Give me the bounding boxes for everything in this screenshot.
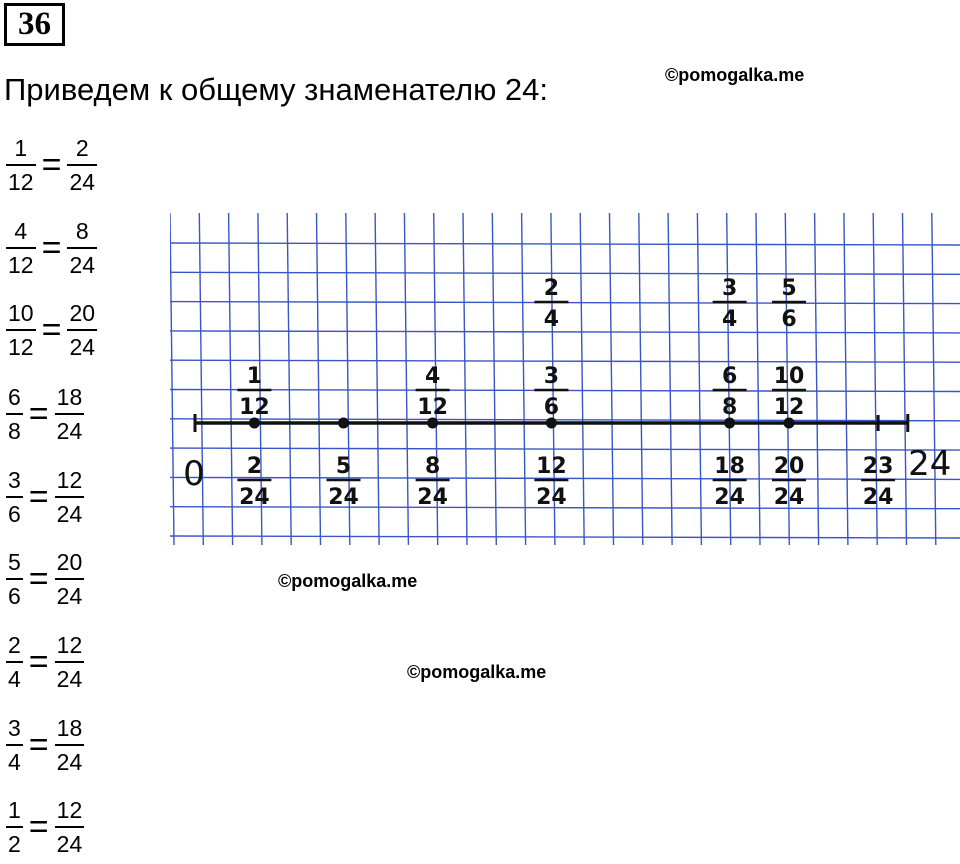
above-fraction-denominator: 4 — [543, 307, 560, 332]
grid-line — [756, 213, 760, 545]
equation-row — [6, 542, 84, 616]
below-fraction-numerator: 23 — [862, 454, 894, 479]
left-fraction — [6, 549, 23, 609]
denominator: 24 — [56, 666, 83, 692]
numerator: 3 — [8, 467, 21, 493]
numerator: 1 — [8, 797, 21, 823]
equals-sign: = — [28, 643, 49, 681]
equation-row — [6, 293, 97, 367]
grid-line — [932, 213, 936, 545]
below-fraction-numerator: 18 — [714, 454, 745, 479]
denominator: 12 — [8, 334, 34, 360]
grid-line — [639, 213, 643, 545]
denominator: 24 — [69, 252, 96, 278]
grid-line — [697, 213, 701, 545]
equals-sign: = — [28, 395, 49, 433]
grid-line — [463, 213, 467, 545]
left-fraction — [6, 715, 23, 775]
watermark: ©pomogalka.me — [278, 571, 418, 591]
above-fraction-numerator: 10 — [773, 364, 805, 389]
grid-line — [580, 213, 584, 545]
numerator: 5 — [8, 549, 21, 575]
zero-label: 0 — [183, 454, 205, 494]
below-fraction-denominator: 24 — [773, 485, 805, 510]
below-fraction-denominator: 24 — [239, 485, 270, 510]
grid-line — [170, 536, 960, 538]
grid-line — [170, 213, 174, 545]
point-dot — [338, 418, 349, 429]
above-fraction-denominator: 6 — [543, 395, 560, 420]
grid-line — [229, 213, 233, 545]
above-fraction-denominator: 12 — [773, 395, 805, 420]
above-fraction-denominator: 12 — [417, 395, 448, 420]
numerator: 4 — [14, 218, 28, 244]
denominator: 12 — [8, 169, 34, 195]
denominator: 6 — [8, 583, 21, 609]
grid-line — [375, 213, 379, 545]
above-fraction-numerator: 3 — [543, 364, 560, 389]
equals-sign: = — [28, 560, 49, 598]
grid-line — [844, 213, 848, 545]
above-fraction-denominator: 8 — [721, 395, 738, 420]
grid-line — [170, 419, 960, 421]
left-fraction — [6, 797, 23, 857]
grid-line — [170, 448, 960, 450]
below-fraction-denominator: 24 — [328, 485, 359, 510]
numerator: 8 — [75, 218, 89, 244]
equation-row — [6, 708, 84, 782]
numerator: 1 — [14, 135, 28, 161]
numerator: 12 — [56, 632, 83, 658]
grid-line — [317, 213, 321, 545]
equation-row — [6, 377, 84, 451]
above-fraction-numerator: 2 — [543, 276, 560, 301]
equals-sign: = — [28, 726, 49, 764]
heading: Приведем к общему знаменателю 24: — [4, 72, 549, 107]
below-fraction-numerator: 8 — [424, 454, 441, 479]
below-fraction-numerator: 5 — [335, 454, 352, 479]
grid-line — [199, 213, 203, 545]
numerator: 10 — [8, 300, 34, 326]
equals-sign: = — [41, 146, 62, 184]
numerator: 2 — [8, 632, 21, 658]
end-label: 24 — [908, 444, 952, 484]
watermark: ©pomogalka.me — [665, 65, 805, 85]
denominator: 24 — [69, 334, 96, 360]
above-fraction-numerator: 6 — [721, 364, 738, 389]
equation-row — [6, 790, 84, 864]
denominator: 24 — [56, 749, 83, 775]
denominator: 4 — [8, 666, 21, 692]
numerator: 18 — [56, 715, 83, 741]
numerator: 6 — [8, 384, 21, 410]
denominator: 2 — [8, 831, 21, 857]
right-fraction — [55, 715, 85, 775]
equation-row — [6, 211, 97, 285]
number-line-figure — [170, 213, 960, 545]
right-fraction — [67, 135, 97, 195]
equation-row — [6, 460, 84, 534]
right-fraction — [55, 384, 85, 444]
denominator: 8 — [8, 418, 21, 444]
numerator: 18 — [56, 384, 83, 410]
right-fraction — [55, 467, 85, 527]
denominator: 24 — [69, 169, 96, 195]
denominator: 24 — [56, 831, 83, 857]
grid-line — [610, 213, 614, 545]
equation-row — [6, 128, 97, 202]
right-fraction — [55, 632, 85, 692]
left-fraction — [6, 384, 23, 444]
grid-line — [668, 213, 672, 545]
denominator: 6 — [8, 501, 21, 527]
left-fraction — [6, 632, 23, 692]
numerator: 2 — [75, 135, 89, 161]
left-fraction — [6, 218, 36, 278]
grid-line — [287, 213, 291, 545]
number-line-svg — [170, 213, 960, 545]
above-fraction-denominator: 4 — [721, 307, 738, 332]
grid-line — [404, 213, 408, 545]
above-fraction-denominator: 12 — [239, 395, 270, 420]
problem-number: 36 — [4, 3, 65, 46]
equation-row — [6, 625, 84, 699]
below-fraction-denominator: 24 — [536, 485, 567, 510]
denominator: 4 — [8, 749, 21, 775]
equals-sign: = — [28, 808, 49, 846]
denominator: 24 — [56, 501, 83, 527]
numerator: 3 — [8, 715, 21, 741]
numerator: 20 — [56, 549, 83, 575]
left-fraction — [6, 467, 23, 527]
numerator: 12 — [56, 797, 83, 823]
grid-line — [492, 213, 496, 545]
left-fraction — [6, 135, 36, 195]
right-fraction — [55, 549, 85, 609]
grid-line — [522, 213, 526, 545]
below-fraction-denominator: 24 — [714, 485, 745, 510]
denominator: 24 — [56, 418, 83, 444]
right-fraction — [67, 218, 97, 278]
below-fraction-numerator: 20 — [773, 454, 805, 479]
below-fraction-numerator: 12 — [536, 454, 567, 479]
above-fraction-numerator: 5 — [781, 276, 797, 301]
above-fraction-denominator: 6 — [781, 307, 797, 332]
above-fraction-numerator: 3 — [721, 276, 738, 301]
below-fraction-numerator: 2 — [246, 454, 263, 479]
numerator: 12 — [56, 467, 83, 493]
grid-line — [815, 213, 819, 545]
right-fraction — [67, 300, 97, 360]
right-fraction — [55, 797, 85, 857]
denominator: 24 — [56, 583, 83, 609]
grid-line — [170, 243, 960, 245]
equals-sign: = — [28, 478, 49, 516]
above-fraction-numerator: 1 — [246, 364, 263, 389]
equals-sign: = — [41, 229, 62, 267]
numerator: 20 — [69, 300, 96, 326]
watermark: ©pomogalka.me — [407, 662, 547, 682]
below-fraction-denominator: 24 — [417, 485, 448, 510]
denominator: 12 — [8, 252, 34, 278]
left-fraction — [6, 300, 36, 360]
grid-line — [903, 213, 907, 545]
equals-sign: = — [41, 311, 62, 349]
below-fraction-denominator: 24 — [862, 485, 894, 510]
above-fraction-numerator: 4 — [424, 364, 441, 389]
